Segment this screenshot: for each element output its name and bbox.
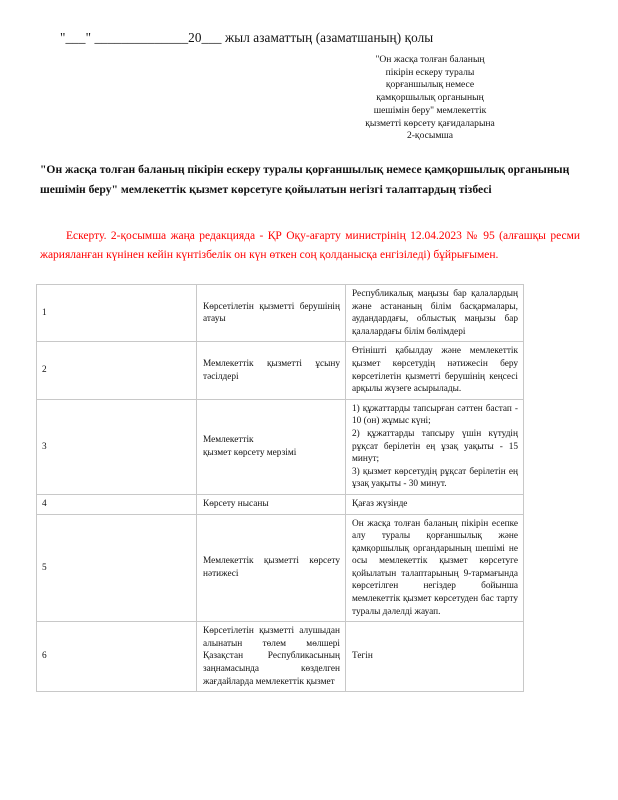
row-label: Мемлекеттік қызметті ұсыну тәсілдері [197,342,346,399]
row-label: Көрсету нысаны [197,494,346,514]
row-label: Көрсетілетін қызметті берушінің атауы [197,285,346,342]
table-row [37,342,524,399]
row-label-line-1: Мемлекеттік [203,435,254,446]
row-value-item: 1) құжаттарды тапсырған сәттен бастап - 10 (он) жұмыс күні; [352,403,518,427]
row-number: 3 [37,399,197,494]
amendment-note: Ескерту. 2-қосымша жаңа редакцияда - ҚР Оқу-ағарту министрінің 12.04.2023 № 95 (алғашқы ресми жарияланған күнінен кейін күнтізбелік он күн өткен соң қолданысқа енгізіледі) бұйрығымен. [40,230,580,261]
row-value-item: 2) құжаттарды тапсыру үшін күтудің рұқсат берілетін ең ұзақ уақыты - 15 минут; [352,428,518,465]
row-value: Республикалық маңызы бар қалалардың және астананың білім басқармалары, аудандардағы, облыстық маңызы бар қалалардағы білім бөлімдері [346,285,524,342]
row-number: 2 [37,342,197,399]
row-number: 4 [37,494,197,514]
appendix-line-4: қамқоршылық органының [376,92,484,104]
row-value [346,399,524,494]
row-label: Көрсетілетін қызметті алушыдан алынатын төлем мөлшері Қазақстан Республикасының заңнамасында көзделген жағдайларда мемлекеттік қызмет [197,622,346,692]
row-label [197,399,346,494]
row-value: Тегін [346,622,524,692]
appendix-reference-block [310,54,550,143]
appendix-line-3: қорғаншылық немесе [385,79,475,91]
row-value-item: 3) қызмет көрсетудің рұқсат берілетін ең ұзақ уақыты - 30 минут. [352,466,518,490]
appendix-line-6: қызметті көрсету қағидаларына [365,117,495,129]
requirements-table [36,284,524,692]
document-title: "Он жасқа толған баланың пікірін ескеру туралы қорғаншылық немесе қамқоршылық органының шешімін беру" мемлекеттік қызмет көрсетуге қойылатын негізгі талаптардың тізбесі [40,163,570,196]
appendix-line-5: шешімін беру" мемлекеттік [373,104,487,116]
table-row [37,494,524,514]
signature-date-line: "___" ______________20___ жыл азаматтың (азаматшаның) қолы [60,30,434,45]
row-value: Өтінішті қабылдау және мемлекеттік қызмет көрсетудің нәтижесін беру көрсетілетін қызметті берушінің кеңсесі арқылы жүзеге асырылады. [346,342,524,399]
table-row [37,622,524,692]
table-row [37,514,524,622]
table-row [37,285,524,342]
row-label-line-2: қызмет көрсету мерзімі [203,447,297,458]
row-number: 5 [37,514,197,622]
row-label: Мемлекеттік қызметті көрсету нәтижесі [197,514,346,622]
appendix-line-7: 2-қосымша [406,130,454,142]
table-row [37,399,524,494]
row-number: 6 [37,622,197,692]
row-value: Қағаз жүзінде [346,494,524,514]
row-number: 1 [37,285,197,342]
row-value: Он жасқа толған баланың пікірін есепке алу туралы қорғаншылық және қамқоршылық органдарының шешімі не осы мемлекеттік қызмет көрсетуге қойылатын талаптарының 9-тармағында көрсетілген негіздер бойынша мемлекеттік қызмет көрсетуден бас тарту туралы дәлелді жауап. [346,514,524,622]
appendix-line-1: "Он жасқа толған баланың [375,54,485,65]
appendix-line-2: пікірін ескеру туралы [385,66,475,78]
